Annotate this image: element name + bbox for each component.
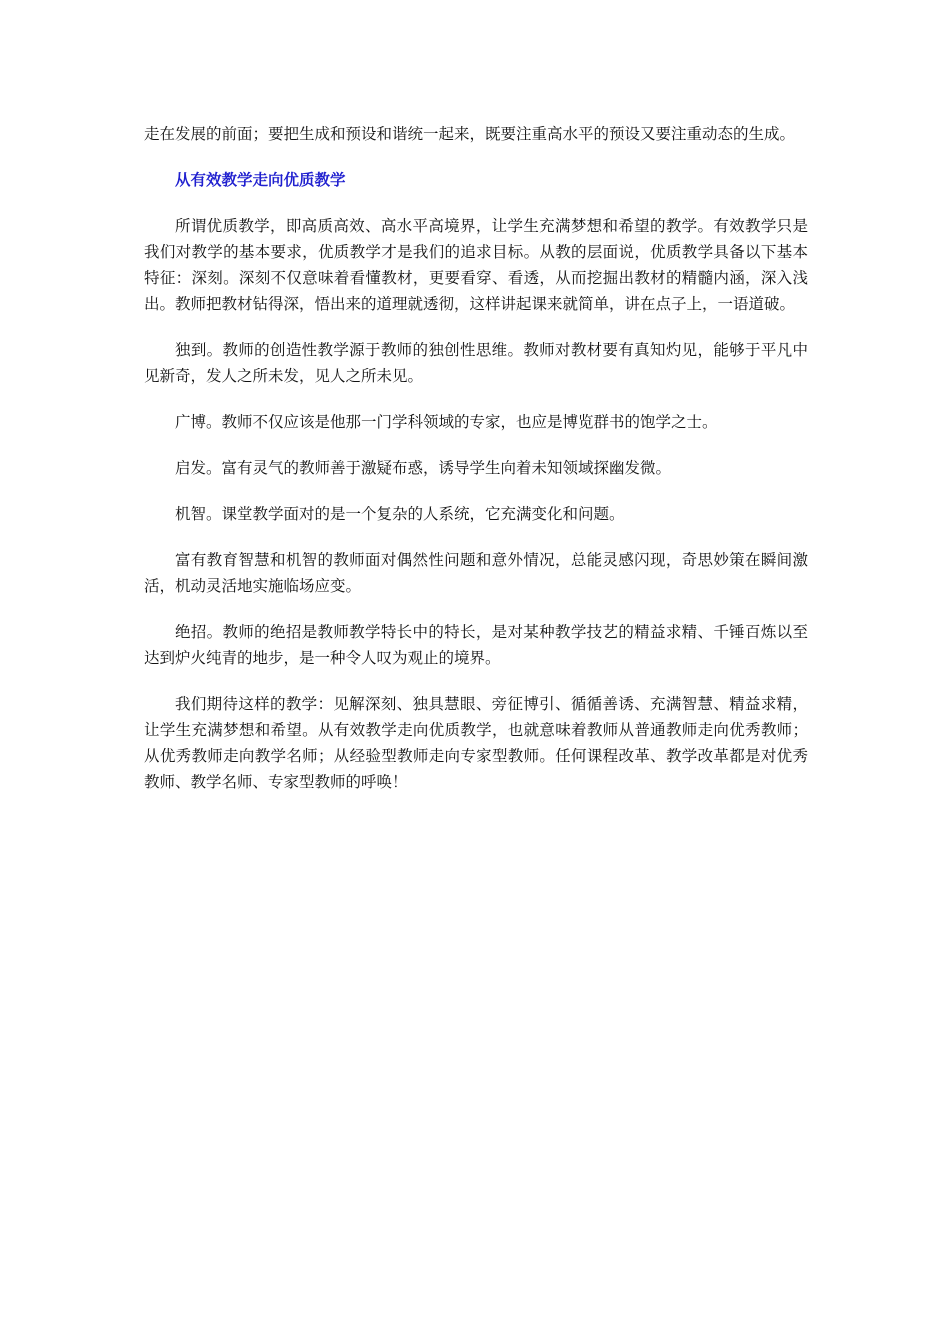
continued-paragraph: 走在发展的前面；要把生成和预设和谐统一起来，既要注重高水平的预设又要注重动态的生成。	[144, 125, 796, 143]
paragraph-breadth: 广博。教师不仅应该是他那一门学科领域的专家，也应是博览群书的饱学之士。	[175, 413, 718, 431]
paragraph-inspiration: 启发。富有灵气的教师善于激疑布惑，诱导学生向着未知领域探幽发微。	[175, 459, 672, 477]
paragraph-conclusion: 我们期待这样的教学：见解深刻、独具慧眼、旁征博引、循循善诱、充满智慧、精益求精，让学生充满梦想和希望。从有效教学走向优质教学，也就意味着教师从普通教师走向优秀教师；从优秀教师走向教学名师；从经验型教师走向专家型教师。任何课程改革、教学改革都是对优秀教师、教学名师、专家型教师的呼唤！	[144, 695, 808, 791]
paragraph-unique-skill: 绝招。教师的绝招是教师教学特长中的特长，是对某种教学技艺的精益求精、千锤百炼以至达到炉火纯青的地步，是一种令人叹为观止的境界。	[144, 623, 808, 667]
paragraph-originality: 独到。教师的创造性教学源于教师的独创性思维。教师对教材要有真知灼见，能够于平凡中见新奇，发人之所未发，见人之所未见。	[144, 341, 808, 385]
document-page	[144, 121, 808, 815]
section-heading: 从有效教学走向优质教学	[175, 171, 346, 189]
paragraph-wit: 机智。课堂教学面对的是一个复杂的人系统，它充满变化和问题。	[175, 505, 625, 523]
paragraph-wisdom: 富有教育智慧和机智的教师面对偶然性问题和意外情况，总能灵感闪现，奇思妙策在瞬间激活，机动灵活地实施临场应变。	[144, 551, 808, 595]
paragraph-definition: 所谓优质教学，即高质高效、高水平高境界，让学生充满梦想和希望的教学。有效教学只是我们对教学的基本要求，优质教学才是我们的追求目标。从教的层面说，优质教学具备以下基本特征：深刻。深刻不仅意味着看懂教材，更要看穿、看透，从而挖掘出教材的精髓内涵，深入浅出。教师把教材钻得深，悟出来的道理就透彻，这样讲起课来就简单，讲在点子上，一语道破。	[144, 217, 808, 313]
